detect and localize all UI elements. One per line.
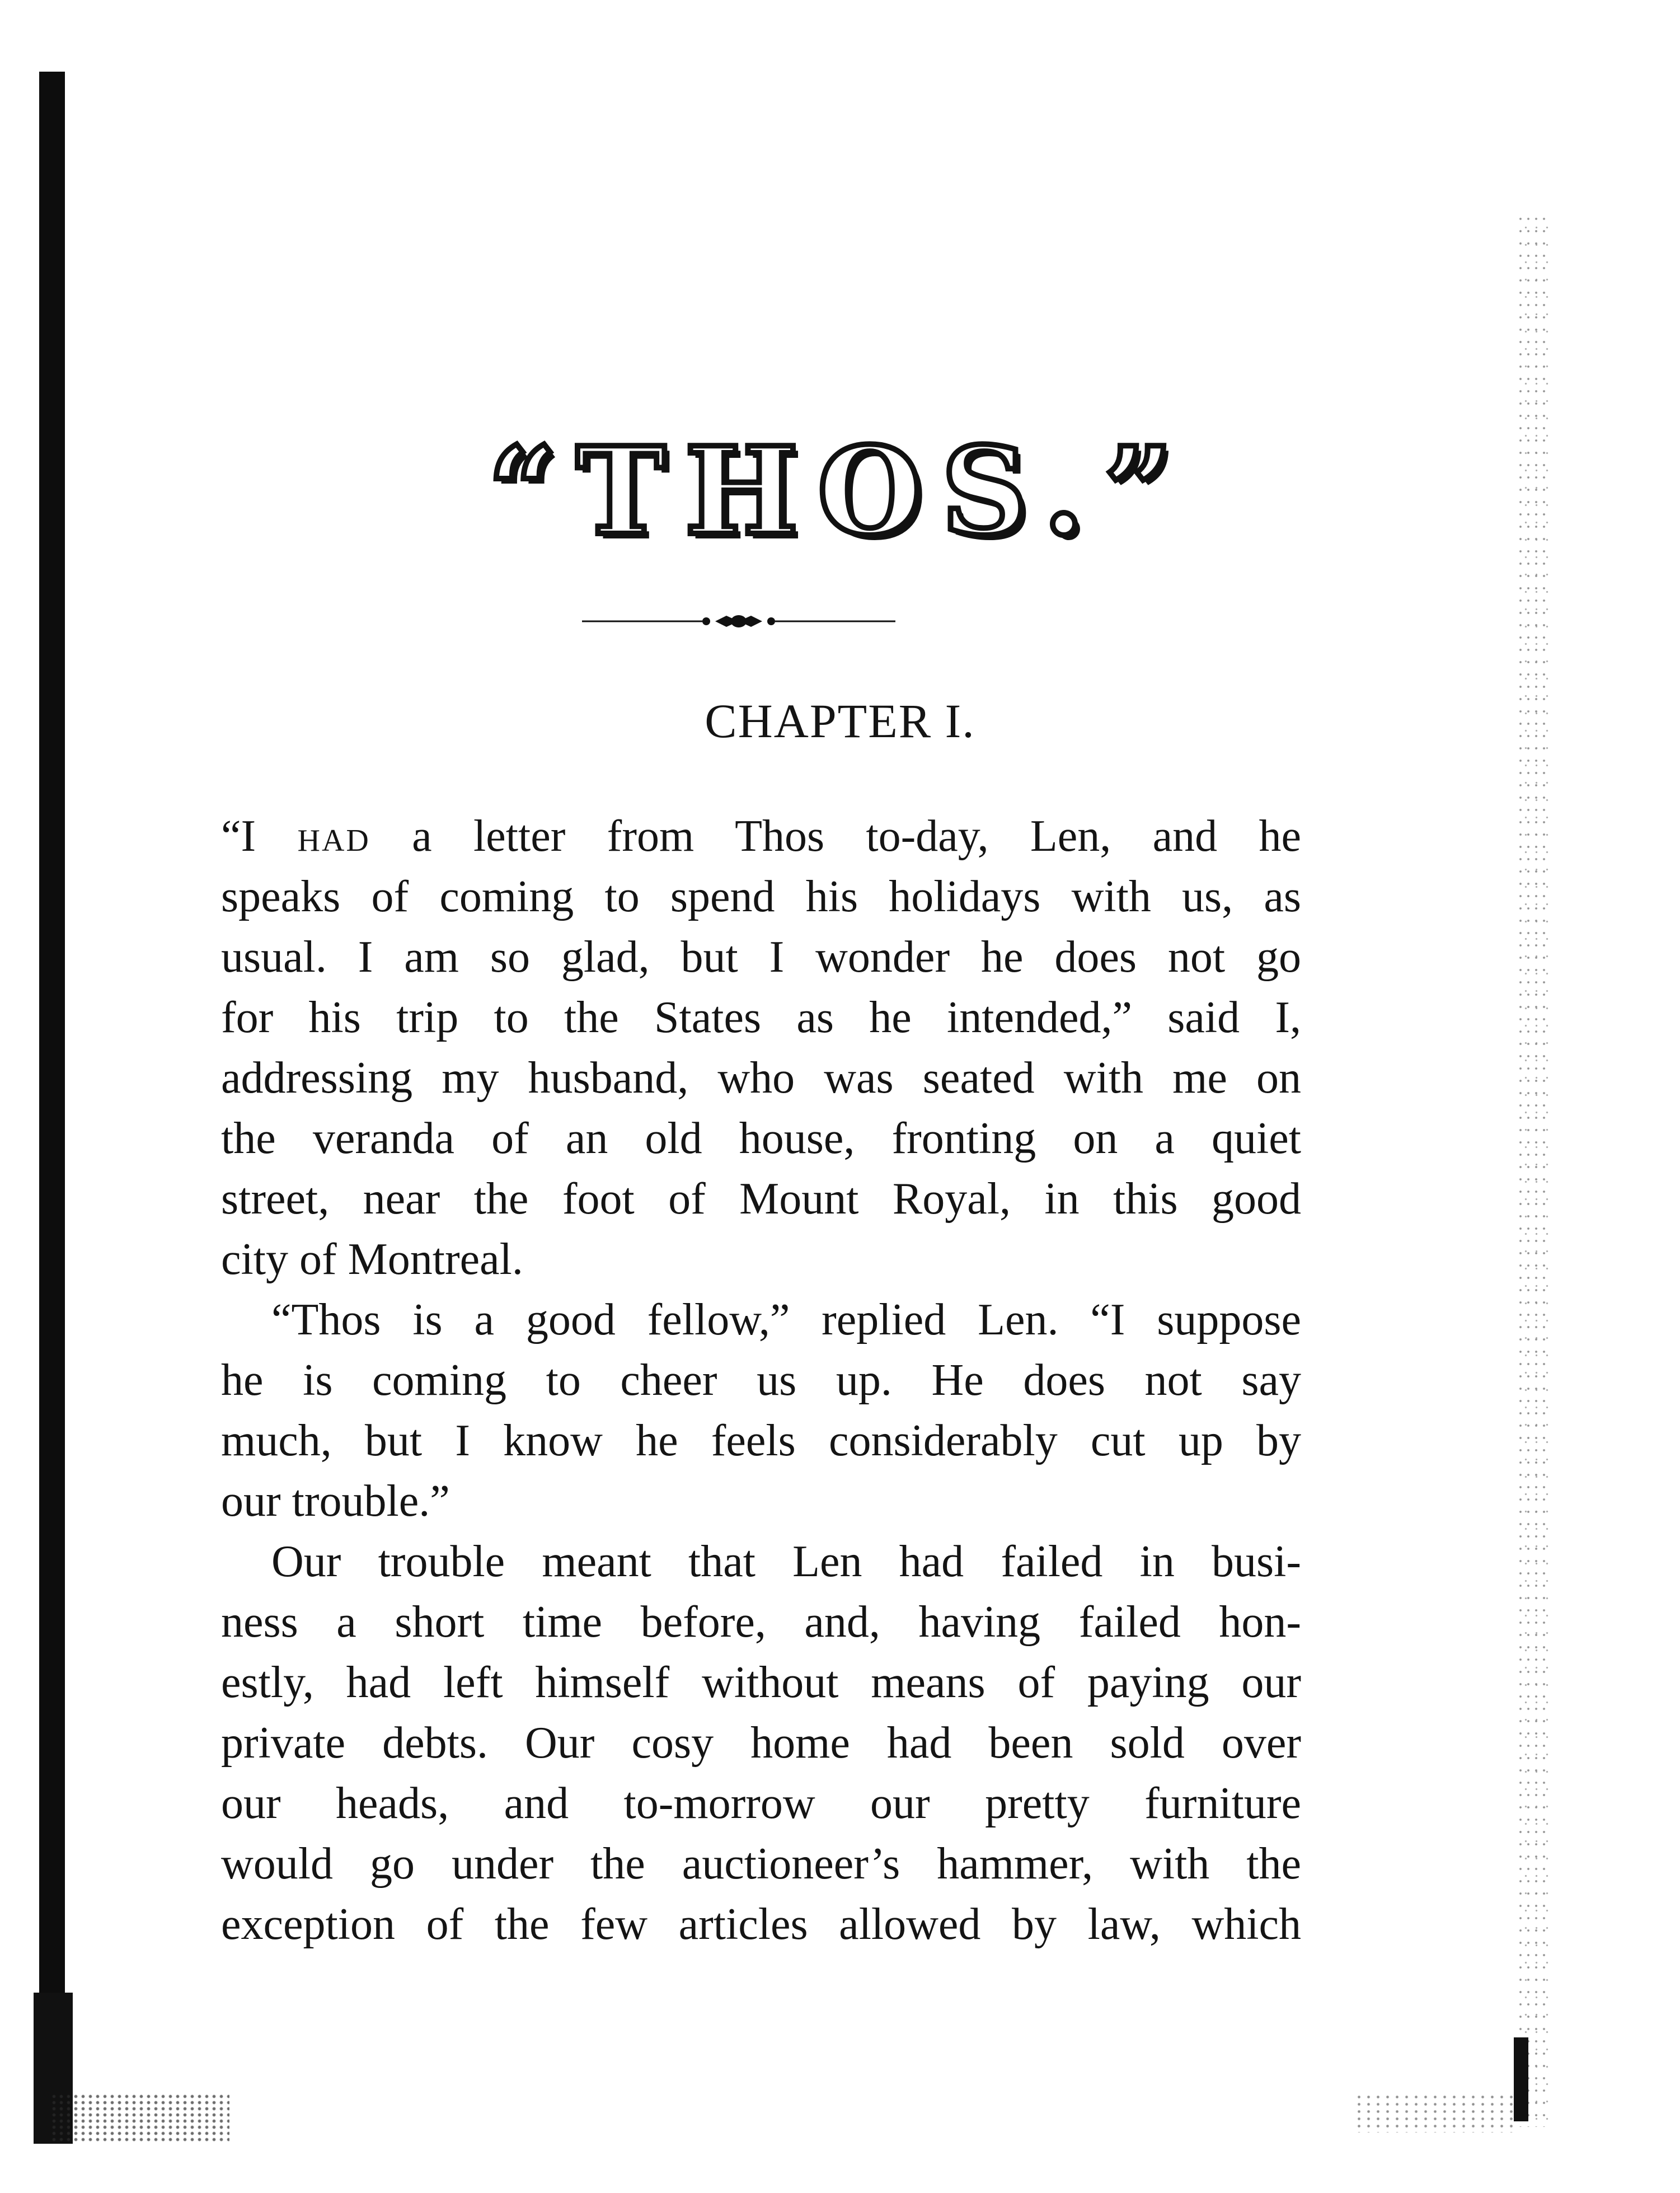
scan-smudge-left <box>50 2093 229 2144</box>
text-line: much, but I know he feels considerably cut up by <box>221 1416 1301 1465</box>
text-line: the veranda of an old house, fronting on a quiet <box>221 1114 1301 1163</box>
text-line: city of Montreal. <box>221 1235 523 1284</box>
text-line: exception of the few articles allowed by law, which <box>221 1900 1301 1949</box>
text-line: addressing my husband, who was seated with me on <box>221 1053 1301 1103</box>
text-line: “Thos is a good fellow,” replied Len. “I suppose <box>271 1295 1301 1344</box>
text-line: for his trip to the States as he intended,” said I, <box>221 993 1301 1042</box>
text-line: private debts. Our cosy home had been sold over <box>221 1718 1301 1768</box>
text-line: “I had a letter from Thos to-day, Len, and he <box>221 812 1301 861</box>
scan-smudge-right <box>1354 2093 1517 2133</box>
text-line: would go under the auctioneer’s hammer, with the <box>221 1839 1301 1889</box>
text-line: our heads, and to-morrow our pretty furniture <box>221 1779 1301 1828</box>
text-line: estly, had left himself without means of paying our <box>221 1658 1301 1707</box>
text-line: speaks of coming to spend his holidays with us, as <box>221 872 1301 921</box>
small-caps-word: had <box>297 812 370 861</box>
binding-shadow <box>39 72 65 2144</box>
title-ornament-rule <box>582 610 895 632</box>
text-line: street, near the foot of Mount Royal, in this good <box>221 1174 1301 1224</box>
text-line: Our trouble meant that Len had failed in busi- <box>271 1537 1301 1586</box>
text-line: ness a short time before, and, having failed hon- <box>221 1597 1301 1647</box>
book-title: “THOS.” <box>487 420 1193 562</box>
text-line: he is coming to cheer us up. He does not say <box>221 1356 1301 1405</box>
text-line: usual. I am so glad, but I wonder he does not go <box>221 933 1301 982</box>
body-text <box>221 806 1301 1955</box>
text-line: our trouble.” <box>221 1477 450 1526</box>
chapter-heading: CHAPTER I. <box>705 694 975 748</box>
